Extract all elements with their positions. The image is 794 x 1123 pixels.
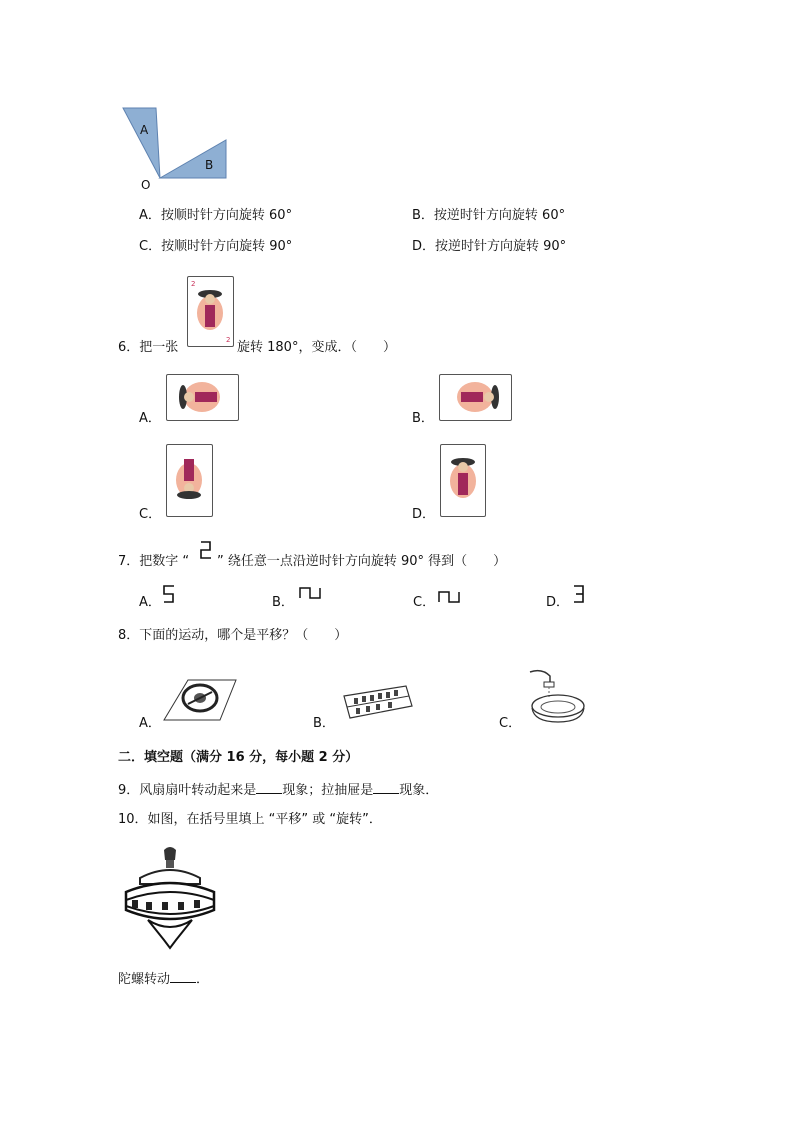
spinning-top-image (120, 844, 220, 950)
rotated-two-shape-c[interactable] (437, 590, 461, 604)
card-figure-rotated (440, 375, 511, 420)
q6-card-option-b[interactable] (439, 374, 512, 421)
steering-wheel-image[interactable] (160, 674, 238, 722)
q7-prefix: 7．把数字 “ (118, 554, 190, 569)
q6-option-b[interactable]: B． (412, 411, 434, 426)
q8-option-c[interactable]: C． (499, 716, 522, 731)
q5-option-d[interactable]: D．按逆时针方向旋转 90° (412, 239, 567, 254)
svg-text:2: 2 (191, 280, 196, 288)
digit-three-shape[interactable] (572, 584, 586, 604)
q10-answer-suffix: ． (196, 972, 210, 987)
q9-question (118, 781, 438, 799)
q10-blank[interactable] (170, 970, 196, 983)
card-figure (441, 445, 485, 516)
q6-option-d[interactable]: D． (412, 507, 436, 522)
q7-option-d[interactable]: D． (546, 595, 570, 610)
label-o: O (141, 178, 151, 192)
q7-option-c[interactable]: C． (413, 595, 436, 610)
q6-option-a[interactable]: A． (139, 411, 161, 426)
q6-suffix: 旋转 180°，变成．（ ） (237, 340, 396, 355)
faucet-sink-image[interactable] (524, 668, 588, 726)
q10-answer-prefix: 陀螺转动 (118, 972, 171, 987)
q8-option-a[interactable]: A． (139, 716, 161, 731)
q10-question: 10．如图，在括号里填上 “平移” 或 “旋转”． (118, 812, 382, 827)
q6-card-option-a[interactable] (166, 374, 239, 421)
label-a: A (140, 123, 149, 137)
q8-question: 8．下面的运动，哪个是平移？（ ） (118, 628, 348, 643)
triangle-a (123, 108, 160, 178)
q6-card-option-c[interactable] (166, 444, 213, 517)
q9-part3: 现象． (399, 783, 439, 798)
q9-part2: 现象；拉抽屉是 (282, 783, 374, 798)
q6-prefix: 6．把一张 (118, 340, 179, 355)
label-b: B (205, 158, 214, 172)
digit-two-figure (199, 540, 213, 560)
q6-card-option-d[interactable] (440, 444, 486, 517)
q8-option-b[interactable]: B． (313, 716, 335, 731)
q5-option-c[interactable]: C．按顺时针方向旋转 90° (139, 239, 293, 254)
q5-option-b[interactable]: B．按逆时针方向旋转 60° (412, 208, 566, 223)
digit-five-shape[interactable] (162, 584, 176, 604)
triangle-figure (118, 104, 238, 194)
q6-option-c[interactable]: C． (139, 507, 162, 522)
q10-answer (118, 970, 209, 988)
q9-part1: 9．风扇扇叶转动起来是 (118, 783, 257, 798)
q9-blank-1[interactable] (256, 781, 282, 794)
triangle-b (160, 140, 226, 178)
q5-option-a[interactable]: A．按顺时针方向旋转 60° (139, 208, 293, 223)
svg-text:2: 2 (226, 336, 231, 344)
rotated-two-shape-b[interactable] (298, 586, 322, 600)
abacus-image[interactable] (338, 680, 416, 724)
q7-suffix: ” 绕任意一点沿逆时针方向旋转 90° 得到（ ） (217, 554, 507, 569)
q7-option-b[interactable]: B． (272, 595, 294, 610)
card-figure (188, 277, 233, 346)
q9-blank-2[interactable] (373, 781, 399, 794)
q6-card-original (187, 276, 234, 347)
card-figure-flipped (167, 445, 212, 516)
section-title: 二．填空题（满分 16 分，每小题 2 分） (118, 750, 359, 765)
q7-option-a[interactable]: A． (139, 595, 161, 610)
card-figure-rotated (167, 375, 238, 420)
